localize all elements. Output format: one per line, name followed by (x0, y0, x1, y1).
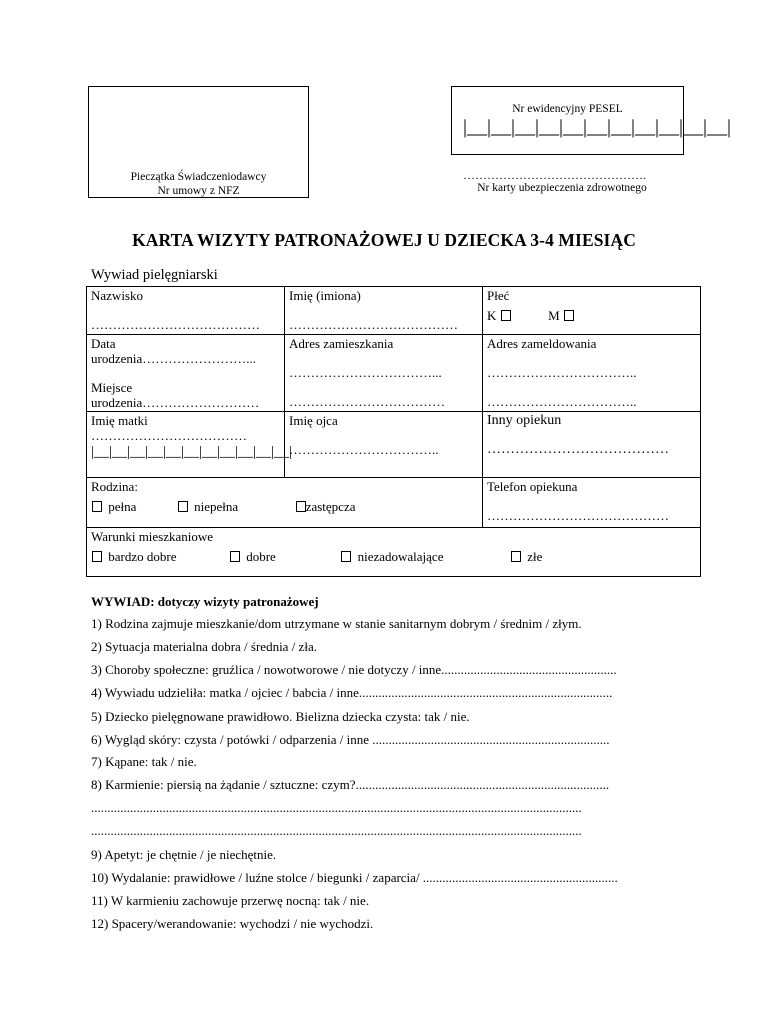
registration-cell[interactable] (483, 335, 701, 412)
birth-cell[interactable] (87, 335, 285, 412)
family-incomplete-label: niepełna (194, 499, 239, 514)
patient-form-table (86, 286, 701, 577)
mother-cell[interactable] (87, 412, 293, 478)
surname-label: Nazwisko (91, 288, 143, 303)
housing-very-good-label: bardzo dobre (108, 549, 177, 564)
question-item: 7) Kąpane: tak / nie. (91, 754, 197, 769)
residence-field-2[interactable]: ……………………………… (289, 394, 445, 409)
birth-date-field[interactable]: urodzenia……………………... (91, 351, 257, 366)
father-cell[interactable] (285, 412, 483, 478)
table-row (87, 287, 701, 335)
residence-cell[interactable] (285, 335, 483, 412)
questions-heading: WYWIAD: dotyczy wizyty patronażowej (91, 594, 319, 609)
other-guardian-field[interactable]: ………………………………… (487, 442, 669, 457)
father-name-label: Imię ojca (289, 413, 338, 428)
other-guardian-cell[interactable] (483, 412, 701, 478)
housing-unsatisfactory-label: niezadowalające (357, 549, 444, 564)
question-item: 3) Choroby społeczne: gruźlica / nowotworowe / nie dotyczy / inne...................................................... (91, 662, 617, 677)
residence-label: Adres zamieszkania (289, 336, 394, 351)
birth-place-field[interactable]: urodzenia……………………… (91, 395, 260, 410)
question-item: 1) Rodzina zajmuje mieszkanie/dom utrzymane w stanie sanitarnym dobrym / średnim / złym. (91, 616, 582, 631)
answer-line[interactable]: ....................................................................................................................................................... (91, 823, 582, 838)
question-item: 6) Wygląd skóry: czysta / potówki / odparzenia / inne ......................................................................... (91, 732, 610, 747)
sex-cell (483, 287, 701, 335)
mother-name-label: Imię matki (91, 413, 148, 428)
housing-bad-checkbox[interactable] (511, 551, 521, 562)
registration-field-2[interactable]: …………………………….. (487, 394, 637, 409)
pesel-label: Nr ewidencyjny PESEL (512, 103, 623, 115)
registration-field-1[interactable]: …………………………….. (487, 365, 637, 380)
housing-unsatisfactory-checkbox[interactable] (341, 551, 351, 562)
guardian-phone-field[interactable]: …………………………………… (487, 508, 669, 523)
housing-bad-label: złe (527, 549, 543, 564)
family-full-checkbox[interactable] (92, 501, 102, 512)
housing-cell (87, 528, 701, 577)
housing-label: Warunki mieszkaniowe (91, 529, 214, 544)
mother-name-field[interactable]: ……………………………… (91, 428, 247, 443)
surname-field[interactable]: ………………………………… (91, 317, 260, 332)
registration-label: Adres zameldowania (487, 336, 597, 351)
question-item: 5) Dziecko pielęgnowane prawidłowo. Bielizna dziecka czysta: tak / nie. (91, 709, 470, 724)
sex-k-label: K (487, 308, 497, 323)
insurance-card-field[interactable]: ………………………………………. (463, 168, 646, 182)
family-cell (87, 478, 483, 528)
housing-good-checkbox[interactable] (230, 551, 240, 562)
family-foster-label: zastępcza (305, 499, 356, 514)
guardian-phone-cell[interactable] (483, 478, 701, 528)
page-title: KARTA WIZYTY PATRONAŻOWEJ U DZIECKA 3-4 MIESIĄC (132, 230, 636, 250)
question-item: 12) Spacery/werandowanie: wychodzi / nie wychodzi. (91, 916, 374, 931)
first-names-field[interactable]: ………………………………… (289, 317, 458, 332)
pesel-input-slots[interactable]: |__|__|__|__|__|__|__|__|__|__|__| (463, 116, 732, 138)
other-guardian-label: Inny opiekun (487, 413, 562, 428)
sex-m-checkbox[interactable] (564, 310, 574, 321)
father-name-field[interactable]: …………………………….. (289, 442, 439, 457)
table-row (87, 478, 701, 528)
housing-very-good-checkbox[interactable] (92, 551, 102, 562)
family-label: Rodzina: (91, 479, 138, 494)
surname-cell[interactable] (87, 287, 285, 335)
table-row (87, 335, 701, 412)
answer-line[interactable]: ....................................................................................................................................................... (91, 800, 582, 815)
question-item: 8) Karmienie: piersią na żądanie / sztuczne: czym?.............................................................................. (91, 777, 610, 792)
stamp-caption (88, 170, 309, 198)
sex-m-label: M (548, 308, 560, 323)
question-item: 10) Wydalanie: prawidłowe / luźne stolce / biegunki / zaparcia/ ............................................................ (91, 870, 618, 885)
sex-label: Płeć (487, 288, 510, 303)
nfz-contract-label: Nr umowy z NFZ (157, 185, 240, 197)
question-item: 2) Sytuacja materialna dobra / średnia / zła. (91, 639, 317, 654)
guardian-phone-label: Telefon opiekuna (487, 479, 578, 494)
first-names-label: Imię (imiona) (289, 288, 361, 303)
family-full-label: pełna (108, 499, 137, 514)
stamp-label: Pieczątka Świadczeniodawcy (130, 171, 267, 183)
housing-good-label: dobre (246, 549, 276, 564)
insurance-card-label: Nr karty ubezpieczenia zdrowotnego (477, 182, 647, 194)
birth-date-label: Data (91, 336, 116, 351)
table-row (87, 528, 701, 577)
birth-place-label: Miejsce (91, 380, 133, 395)
table-row (87, 412, 701, 478)
family-foster-checkbox[interactable] (296, 501, 306, 512)
question-item: 4) Wywiadu udzieliła: matka / ojciec / babcia / inne.............................................................................. (91, 685, 613, 700)
family-incomplete-checkbox[interactable] (178, 501, 188, 512)
residence-field-1[interactable]: ……………………………... (289, 365, 442, 380)
question-item: 11) W karmieniu zachowuje przerwę nocną: tak / nie. (91, 893, 370, 908)
sex-k-checkbox[interactable] (501, 310, 511, 321)
question-item: 9) Apetyt: je chętnie / je niechętnie. (91, 847, 277, 862)
interview-label: Wywiad pielęgniarski (91, 267, 218, 283)
first-names-cell[interactable] (285, 287, 483, 335)
mother-id-slots[interactable]: |__|__|__|__|__|__|__|__|__|__|__| (91, 444, 293, 460)
